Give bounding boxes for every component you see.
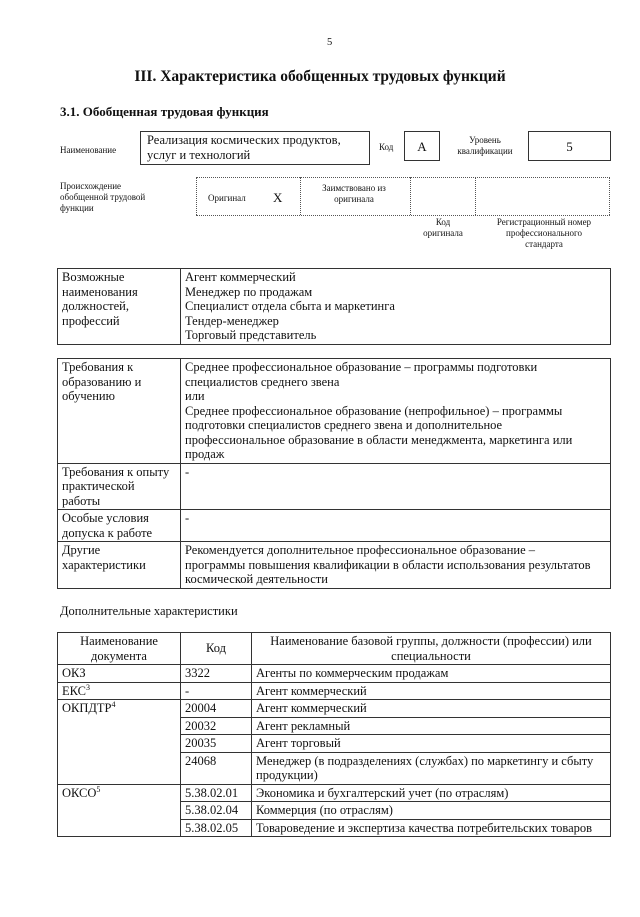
special-conditions-label: Особые условия допуска к работе xyxy=(58,510,181,542)
footnote-mark: 3 xyxy=(86,682,90,692)
other-characteristics-label: Другие характеристики xyxy=(58,542,181,589)
code-cell: 3322 xyxy=(181,665,252,683)
original-mark: X xyxy=(273,190,283,205)
name-cell: Экономика и бухгалтерский учет (по отраслям) xyxy=(252,784,611,802)
additional-table xyxy=(57,632,611,837)
borrowed-label: Заимствовано из оригинала xyxy=(322,183,386,204)
level-value: 5 xyxy=(528,131,611,161)
document-name: ОКПДТР xyxy=(62,701,112,715)
document-cell xyxy=(58,665,181,683)
table-row xyxy=(58,700,611,718)
document-cell xyxy=(58,700,181,785)
reg-number-caption: Регистрационный номер профессионального стандарта xyxy=(496,217,592,249)
requirements-table xyxy=(57,358,611,589)
table-row xyxy=(58,682,611,700)
document-name: ОКСО xyxy=(62,785,97,800)
table-header-row xyxy=(58,633,611,665)
code-value: А xyxy=(404,131,440,161)
code-cell: 20035 xyxy=(181,735,252,753)
document-name: ЕКС xyxy=(62,683,86,698)
name-cell: Агент торговый xyxy=(252,735,611,753)
education-label: Требования к образованию и обучению xyxy=(58,359,181,464)
document-cell xyxy=(58,784,181,837)
original-code-caption: Код оригинала xyxy=(423,217,463,238)
footnote-mark: 4 xyxy=(111,699,116,709)
document-name: ОКЗ xyxy=(62,666,86,680)
name-cell: Агент рекламный xyxy=(252,717,611,735)
positions-label: Возможные наименования должностей, профессий xyxy=(58,269,181,345)
code-cell: 20032 xyxy=(181,717,252,735)
code-cell: 5.38.02.05 xyxy=(181,819,252,837)
name-cell: Товароведение и экспертиза качества потребительских товаров xyxy=(252,819,611,837)
table-row xyxy=(58,784,611,802)
section-title: III. Характеристика обобщенных трудовых функций xyxy=(134,68,506,85)
table-row xyxy=(58,463,611,510)
subsection-title: 3.1. Обобщенная трудовая функция xyxy=(60,104,269,119)
name-cell: Агенты по коммерческим продажам xyxy=(252,665,611,683)
function-name: Реализация космических продуктов, услуг и технологий xyxy=(140,131,370,165)
other-characteristics-value: Рекомендуется дополнительное профессиональное образование – программы повышения квалификации в области использования результатов космической деятельности xyxy=(181,542,611,589)
code-cell: 5.38.02.01 xyxy=(181,784,252,802)
footnote-mark: 5 xyxy=(96,784,101,794)
code-label: Код xyxy=(379,142,394,152)
code-cell: 20004 xyxy=(181,700,252,718)
special-conditions-value: - xyxy=(181,510,611,542)
positions-table xyxy=(57,268,611,345)
name-cell: Агент коммерческий xyxy=(252,700,611,718)
header-code: Код xyxy=(181,633,252,665)
table-row xyxy=(58,542,611,589)
additional-table-body xyxy=(58,665,611,837)
table-row xyxy=(58,359,611,464)
name-label: Наименование xyxy=(60,145,117,155)
document-cell xyxy=(58,682,181,700)
experience-label: Требования к опыту практической работы xyxy=(58,463,181,510)
name-cell: Агент коммерческий xyxy=(252,682,611,700)
origin-label: Происхождение обобщенной трудовой функции xyxy=(60,181,146,213)
positions-value: Агент коммерческий Менеджер по продажам Специалист отдела сбыта и маркетинга Тендер-менеджер Торговый представитель xyxy=(181,269,611,345)
code-cell: 5.38.02.04 xyxy=(181,802,252,820)
name-cell: Коммерция (по отраслям) xyxy=(252,802,611,820)
header-document: Наименование документа xyxy=(58,633,181,665)
table-row xyxy=(58,510,611,542)
page-number: 5 xyxy=(327,37,333,48)
table-row xyxy=(58,665,611,683)
header-name: Наименование базовой группы, должности (профессии) или специальности xyxy=(252,633,611,665)
code-cell: 24068 xyxy=(181,752,252,784)
name-cell: Менеджер (в подразделениях (службах) по маркетингу и сбыту продукции) xyxy=(252,752,611,784)
code-cell: - xyxy=(181,682,252,700)
education-value: Среднее профессиональное образование – программы подготовки специалистов среднего звена или Среднее профессиональное образование (непрофильное) – программы подготовки специалистов среднего звена и дополнительное профессиональное образование в области менеджмента, маркетинга или продаж xyxy=(181,359,611,464)
level-label: Уровень квалификации xyxy=(457,135,513,156)
additional-title: Дополнительные характеристики xyxy=(60,604,238,618)
experience-value: - xyxy=(181,463,611,510)
original-label: Оригинал xyxy=(208,193,246,203)
